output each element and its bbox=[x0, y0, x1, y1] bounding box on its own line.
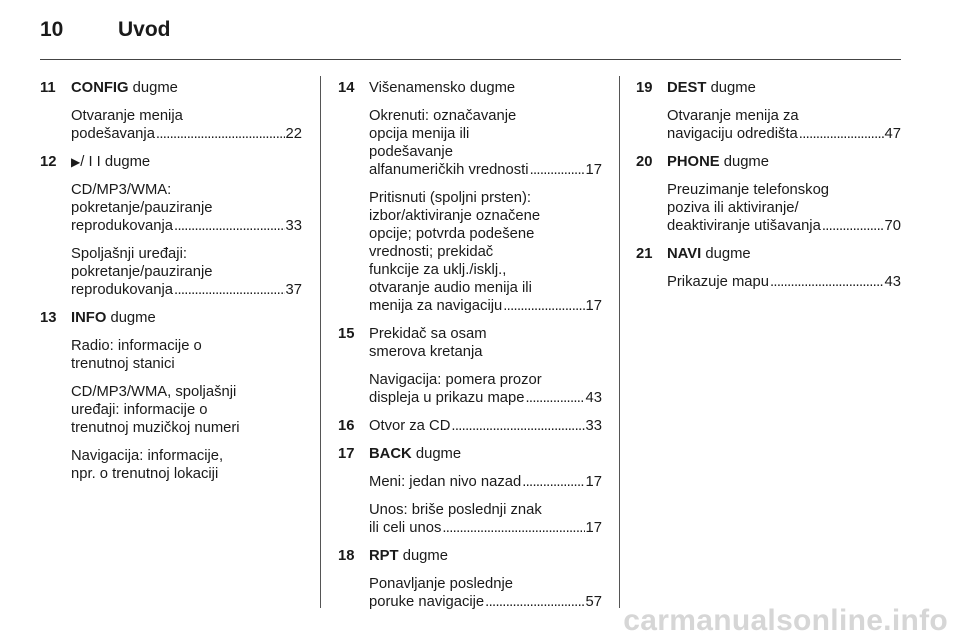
item-number: 14 bbox=[338, 80, 355, 96]
description-text: Prikazuje mapu bbox=[667, 274, 769, 290]
item-number: 13 bbox=[40, 310, 57, 326]
button-name: BACK bbox=[369, 446, 412, 462]
item-title-text: / I I dugme bbox=[80, 154, 151, 170]
description-line bbox=[369, 389, 602, 407]
description-text: reprodukovanja bbox=[71, 218, 174, 234]
item-number: 12 bbox=[40, 154, 57, 170]
item-number: 19 bbox=[636, 80, 653, 96]
description-text: menija za navigaciju bbox=[369, 298, 503, 314]
list-item bbox=[338, 79, 602, 315]
description-line bbox=[369, 593, 602, 611]
entry-description bbox=[369, 473, 602, 491]
entry-description bbox=[667, 181, 901, 235]
description-text: navigaciju odredišta bbox=[667, 126, 798, 142]
leader-dots bbox=[174, 281, 285, 299]
item-number: 16 bbox=[338, 418, 355, 434]
column-middle bbox=[338, 79, 602, 621]
leader-dots bbox=[503, 297, 584, 315]
description-text: Otvor za CD bbox=[369, 418, 451, 434]
item-number: 18 bbox=[338, 548, 355, 564]
list-item bbox=[636, 153, 901, 235]
item-title-text: dugme bbox=[106, 310, 156, 326]
description-text: Unos: briše poslednji znak bbox=[369, 502, 542, 518]
button-name: CONFIG bbox=[71, 80, 129, 96]
description-text: CD/MP3/WMA: pokretanje/pauziranje bbox=[71, 182, 213, 216]
item-title-text: dugme bbox=[719, 154, 769, 170]
button-name: DEST bbox=[667, 80, 707, 96]
list-item bbox=[338, 445, 602, 537]
item-title-text: Višenamensko dugme bbox=[369, 80, 516, 96]
leader-dots bbox=[522, 473, 584, 491]
item-title-text: dugme bbox=[128, 80, 178, 96]
description-line bbox=[369, 297, 602, 315]
page-reference: 33 bbox=[285, 218, 302, 234]
list-item bbox=[338, 547, 602, 611]
description-line bbox=[667, 273, 901, 291]
description-text: Ponavljanje poslednje bbox=[369, 576, 513, 592]
entry-description bbox=[71, 107, 302, 143]
description-line bbox=[667, 125, 901, 143]
entry-description bbox=[71, 447, 302, 483]
description-text: poruke navigacije bbox=[369, 594, 485, 610]
page-reference: 37 bbox=[285, 282, 302, 298]
description-line bbox=[369, 417, 602, 435]
list-item bbox=[40, 309, 302, 483]
description-text: reprodukovanja bbox=[71, 282, 174, 298]
page-number: 10 bbox=[40, 18, 64, 41]
item-number: 11 bbox=[40, 80, 56, 96]
watermark: carmanualsonline.info bbox=[623, 604, 948, 637]
entry-description bbox=[71, 245, 302, 299]
description-text: ili celi unos bbox=[369, 520, 442, 536]
entry-description bbox=[369, 501, 602, 537]
description-text: displeja u prikazu mape bbox=[369, 390, 525, 406]
page-reference: 17 bbox=[585, 298, 602, 314]
list-item bbox=[40, 79, 302, 143]
item-title bbox=[71, 79, 302, 97]
description-text: podešavanja bbox=[71, 126, 155, 142]
item-title bbox=[71, 309, 302, 327]
item-number: 15 bbox=[338, 326, 355, 342]
description-text: Navigacija: informacije, npr. o trenutnoj lokaciji bbox=[71, 448, 224, 482]
play-pause-icon: ▶ bbox=[71, 155, 81, 169]
item-title bbox=[667, 153, 901, 171]
item-number: 21 bbox=[636, 246, 653, 262]
column-divider bbox=[320, 76, 321, 608]
description-line bbox=[369, 473, 602, 491]
description-text: Preuzimanje telefonskog poziva ili aktiviranje/ bbox=[667, 182, 830, 216]
entry-description bbox=[667, 107, 901, 143]
description-text: Meni: jedan nivo nazad bbox=[369, 474, 522, 490]
leader-dots bbox=[799, 125, 884, 143]
description-text: Pritisnuti (spoljni prsten): izbor/aktiviranje označene opcije; potvrda podešene vrednosti; prekidač funkcije za uklj./isklj., otvaranje audio menija ili bbox=[369, 190, 541, 296]
item-number: 17 bbox=[338, 446, 355, 462]
item-title bbox=[369, 547, 602, 565]
page-reference: 43 bbox=[585, 390, 602, 406]
item-title bbox=[369, 79, 602, 97]
description-text: CD/MP3/WMA, spoljašnji uređaji: informacije o trenutnoj muzičkoj numeri bbox=[71, 384, 240, 436]
page-reference: 57 bbox=[585, 594, 602, 610]
description-text: Navigacija: pomera prozor bbox=[369, 372, 542, 388]
description-text: deaktiviranje utišavanja bbox=[667, 218, 821, 234]
button-name: RPT bbox=[369, 548, 399, 564]
page-reference: 47 bbox=[884, 126, 901, 142]
item-title-text: dugme bbox=[701, 246, 751, 262]
description-text: Okrenuti: označavanje opcija menija ili podešavanje bbox=[369, 108, 517, 160]
item-title bbox=[667, 245, 901, 263]
description-text: Otvaranje menija za bbox=[667, 108, 799, 124]
button-name: NAVI bbox=[667, 246, 702, 262]
column-right bbox=[636, 79, 901, 301]
item-title bbox=[369, 445, 602, 463]
button-name: INFO bbox=[71, 310, 107, 326]
list-item bbox=[636, 79, 901, 143]
entry-description bbox=[369, 189, 602, 315]
item-title-text: dugme bbox=[411, 446, 462, 462]
button-name: PHONE bbox=[667, 154, 720, 170]
page-title: Uvod bbox=[118, 18, 171, 41]
entry-description bbox=[71, 181, 302, 235]
description-text: Radio: informacije o trenutnoj stanici bbox=[71, 338, 202, 372]
page-reference: 43 bbox=[884, 274, 901, 290]
page-reference: 70 bbox=[884, 218, 901, 234]
item-number: 20 bbox=[636, 154, 653, 170]
item-title-text: dugme bbox=[706, 80, 756, 96]
list-item bbox=[40, 153, 302, 299]
column-left bbox=[40, 79, 302, 493]
list-item bbox=[338, 417, 602, 435]
entry-description bbox=[369, 575, 602, 611]
page-reference: 17 bbox=[585, 474, 602, 490]
item-title bbox=[369, 325, 602, 361]
page-reference: 17 bbox=[585, 162, 602, 178]
header-rule bbox=[40, 59, 901, 60]
entry-description bbox=[71, 337, 302, 373]
page-reference: 17 bbox=[585, 520, 602, 536]
leader-dots bbox=[451, 417, 584, 435]
description-text: alfanumeričkih vrednosti bbox=[369, 162, 529, 178]
item-title-text: Prekidač sa osam smerova kretanja bbox=[369, 326, 487, 360]
description-line bbox=[71, 217, 302, 235]
leader-dots bbox=[530, 161, 585, 179]
item-title bbox=[71, 153, 302, 171]
page-reference: 22 bbox=[285, 126, 302, 142]
entry-description bbox=[667, 273, 901, 291]
list-item bbox=[338, 325, 602, 407]
leader-dots bbox=[822, 217, 884, 235]
entry-description bbox=[369, 417, 602, 435]
entry-description bbox=[71, 383, 302, 437]
page-reference: 33 bbox=[585, 418, 602, 434]
list-item bbox=[636, 245, 901, 291]
description-line bbox=[369, 161, 602, 179]
description-line bbox=[667, 217, 901, 235]
leader-dots bbox=[156, 125, 285, 143]
description-text: Spoljašnji uređaji: pokretanje/pauziranje bbox=[71, 246, 213, 280]
leader-dots bbox=[525, 389, 584, 407]
leader-dots bbox=[485, 593, 584, 611]
item-title bbox=[667, 79, 901, 97]
description-text: Otvaranje menija bbox=[71, 108, 183, 124]
entry-description bbox=[369, 107, 602, 179]
item-title-text: dugme bbox=[398, 548, 448, 564]
leader-dots bbox=[770, 273, 884, 291]
description-line bbox=[71, 125, 302, 143]
leader-dots bbox=[442, 519, 584, 537]
leader-dots bbox=[174, 217, 285, 235]
description-line bbox=[369, 519, 602, 537]
description-line bbox=[71, 281, 302, 299]
column-divider bbox=[619, 76, 620, 608]
entry-description bbox=[369, 371, 602, 407]
